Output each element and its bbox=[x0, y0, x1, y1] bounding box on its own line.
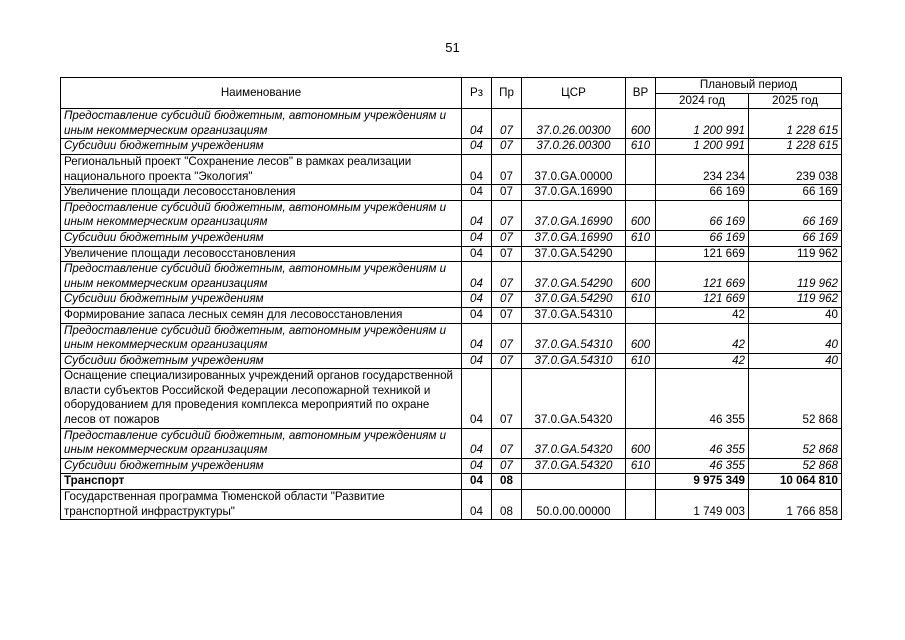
cell-name: Субсидии бюджетным учреждениям bbox=[61, 292, 462, 308]
header-vr: ВР bbox=[626, 78, 656, 109]
cell-pr: 07 bbox=[492, 458, 522, 474]
header-year-2025: 2025 год bbox=[749, 93, 842, 109]
cell-2024: 121 669 bbox=[656, 292, 749, 308]
table-row bbox=[61, 369, 842, 428]
cell-2024: 42 bbox=[656, 353, 749, 369]
cell-2025: 10 064 810 bbox=[749, 474, 842, 490]
cell-name: Предоставление субсидий бюджетным, автономным учреждениям и иным некоммерческим организациям bbox=[61, 262, 462, 292]
cell-pr: 07 bbox=[492, 369, 522, 428]
table-row bbox=[61, 154, 842, 184]
cell-rz: 04 bbox=[462, 230, 492, 246]
cell-2024: 46 355 bbox=[656, 458, 749, 474]
cell-pr: 07 bbox=[492, 185, 522, 201]
page-number: 51 bbox=[445, 40, 460, 55]
cell-rz: 04 bbox=[462, 353, 492, 369]
cell-csr: 37.0.GA.00000 bbox=[522, 154, 626, 184]
cell-2025: 1 766 858 bbox=[749, 490, 842, 520]
table-row bbox=[61, 474, 842, 490]
cell-pr: 07 bbox=[492, 246, 522, 262]
budget-table bbox=[60, 77, 842, 520]
cell-name: Транспорт bbox=[61, 474, 462, 490]
cell-name: Увеличение площади лесовосстановления bbox=[61, 185, 462, 201]
cell-pr: 07 bbox=[492, 109, 522, 139]
header-csr: ЦСР bbox=[522, 78, 626, 109]
cell-2025: 66 169 bbox=[749, 230, 842, 246]
cell-2024: 42 bbox=[656, 307, 749, 323]
cell-vr bbox=[626, 474, 656, 490]
cell-rz: 04 bbox=[462, 139, 492, 155]
cell-pr: 07 bbox=[492, 292, 522, 308]
cell-2024: 121 669 bbox=[656, 262, 749, 292]
cell-vr bbox=[626, 154, 656, 184]
cell-vr: 600 bbox=[626, 200, 656, 230]
cell-csr: 37.0.26.00300 bbox=[522, 109, 626, 139]
cell-rz: 04 bbox=[462, 262, 492, 292]
table-row bbox=[61, 323, 842, 353]
cell-name: Субсидии бюджетным учреждениям bbox=[61, 458, 462, 474]
cell-rz: 04 bbox=[462, 458, 492, 474]
cell-rz: 04 bbox=[462, 428, 492, 458]
cell-rz: 04 bbox=[462, 292, 492, 308]
cell-name: Субсидии бюджетным учреждениям bbox=[61, 230, 462, 246]
table-row bbox=[61, 200, 842, 230]
cell-2024: 66 169 bbox=[656, 200, 749, 230]
header-year-2024: 2024 год bbox=[656, 93, 749, 109]
cell-name: Предоставление субсидий бюджетным, автономным учреждениям и иным некоммерческим организациям bbox=[61, 428, 462, 458]
cell-2024: 9 975 349 bbox=[656, 474, 749, 490]
cell-rz: 04 bbox=[462, 185, 492, 201]
cell-2025: 40 bbox=[749, 353, 842, 369]
cell-pr: 07 bbox=[492, 139, 522, 155]
cell-vr: 610 bbox=[626, 230, 656, 246]
cell-name: Предоставление субсидий бюджетным, автономным учреждениям и иным некоммерческим организациям bbox=[61, 200, 462, 230]
cell-vr: 600 bbox=[626, 262, 656, 292]
cell-name: Формирование запаса лесных семян для лесовосстановления bbox=[61, 307, 462, 323]
cell-name: Субсидии бюджетным учреждениям bbox=[61, 139, 462, 155]
cell-csr: 37.0.GA.54310 bbox=[522, 353, 626, 369]
cell-name: Оснащение специализированных учреждений органов государственной власти субъектов Российской Федерации лесопожарной техникой и оборудованием для проведения комплекса мероприятий по охране лесов от пожаров bbox=[61, 369, 462, 428]
cell-vr: 610 bbox=[626, 139, 656, 155]
table-header bbox=[61, 78, 842, 109]
cell-pr: 07 bbox=[492, 200, 522, 230]
cell-name: Увеличение площади лесовосстановления bbox=[61, 246, 462, 262]
cell-vr: 600 bbox=[626, 428, 656, 458]
cell-2024: 46 355 bbox=[656, 428, 749, 458]
cell-vr: 600 bbox=[626, 109, 656, 139]
cell-rz: 04 bbox=[462, 246, 492, 262]
cell-vr bbox=[626, 246, 656, 262]
cell-csr: 50.0.00.00000 bbox=[522, 490, 626, 520]
cell-csr: 37.0.GA.54310 bbox=[522, 323, 626, 353]
cell-2024: 234 234 bbox=[656, 154, 749, 184]
table-row bbox=[61, 262, 842, 292]
cell-2024: 1 200 991 bbox=[656, 139, 749, 155]
cell-pr: 07 bbox=[492, 262, 522, 292]
cell-csr: 37.0.GA.16990 bbox=[522, 230, 626, 246]
cell-2024: 1 200 991 bbox=[656, 109, 749, 139]
cell-csr: 37.0.26.00300 bbox=[522, 139, 626, 155]
cell-vr bbox=[626, 185, 656, 201]
cell-csr: 37.0.GA.54290 bbox=[522, 292, 626, 308]
table-row bbox=[61, 109, 842, 139]
cell-vr bbox=[626, 369, 656, 428]
cell-csr: 37.0.GA.54320 bbox=[522, 428, 626, 458]
cell-name: Предоставление субсидий бюджетным, автономным учреждениям и иным некоммерческим организациям bbox=[61, 323, 462, 353]
cell-rz: 04 bbox=[462, 109, 492, 139]
cell-pr: 07 bbox=[492, 307, 522, 323]
cell-csr: 37.0.GA.54310 bbox=[522, 307, 626, 323]
cell-vr bbox=[626, 490, 656, 520]
cell-csr bbox=[522, 474, 626, 490]
cell-pr: 07 bbox=[492, 353, 522, 369]
cell-2025: 52 868 bbox=[749, 428, 842, 458]
cell-2025: 119 962 bbox=[749, 262, 842, 292]
cell-rz: 04 bbox=[462, 323, 492, 353]
cell-2025: 239 038 bbox=[749, 154, 842, 184]
table-body bbox=[61, 109, 842, 520]
cell-name: Субсидии бюджетным учреждениям bbox=[61, 353, 462, 369]
cell-2024: 46 355 bbox=[656, 369, 749, 428]
cell-2025: 52 868 bbox=[749, 458, 842, 474]
table-row bbox=[61, 353, 842, 369]
table-row bbox=[61, 292, 842, 308]
cell-2025: 1 228 615 bbox=[749, 139, 842, 155]
table-row bbox=[61, 490, 842, 520]
cell-csr: 37.0.GA.54290 bbox=[522, 262, 626, 292]
header-name: Наименование bbox=[61, 78, 462, 109]
header-pr: Пр bbox=[492, 78, 522, 109]
table-row bbox=[61, 307, 842, 323]
cell-vr bbox=[626, 307, 656, 323]
table-row bbox=[61, 246, 842, 262]
table-row bbox=[61, 230, 842, 246]
cell-vr: 610 bbox=[626, 292, 656, 308]
cell-pr: 07 bbox=[492, 154, 522, 184]
header-planned-period: Плановый период bbox=[656, 78, 842, 94]
cell-vr: 610 bbox=[626, 353, 656, 369]
cell-name: Государственная программа Тюменской области "Развитие транспортной инфраструктуры" bbox=[61, 490, 462, 520]
cell-2025: 1 228 615 bbox=[749, 109, 842, 139]
cell-csr: 37.0.GA.16990 bbox=[522, 185, 626, 201]
cell-name: Предоставление субсидий бюджетным, автономным учреждениям и иным некоммерческим организациям bbox=[61, 109, 462, 139]
cell-pr: 07 bbox=[492, 323, 522, 353]
cell-csr: 37.0.GA.54320 bbox=[522, 369, 626, 428]
cell-pr: 07 bbox=[492, 230, 522, 246]
cell-rz: 04 bbox=[462, 154, 492, 184]
cell-2024: 121 669 bbox=[656, 246, 749, 262]
cell-2025: 66 169 bbox=[749, 185, 842, 201]
cell-rz: 04 bbox=[462, 490, 492, 520]
cell-2024: 1 749 003 bbox=[656, 490, 749, 520]
cell-vr: 610 bbox=[626, 458, 656, 474]
cell-2025: 66 169 bbox=[749, 200, 842, 230]
cell-pr: 08 bbox=[492, 474, 522, 490]
cell-rz: 04 bbox=[462, 307, 492, 323]
cell-rz: 04 bbox=[462, 200, 492, 230]
table-row bbox=[61, 185, 842, 201]
cell-rz: 04 bbox=[462, 474, 492, 490]
cell-pr: 08 bbox=[492, 490, 522, 520]
header-rz: Рз bbox=[462, 78, 492, 109]
cell-csr: 37.0.GA.54320 bbox=[522, 458, 626, 474]
cell-2025: 40 bbox=[749, 307, 842, 323]
cell-rz: 04 bbox=[462, 369, 492, 428]
cell-2025: 52 868 bbox=[749, 369, 842, 428]
cell-name: Региональный проект "Сохранение лесов" в рамках реализации национального проекта "Экология" bbox=[61, 154, 462, 184]
cell-csr: 37.0.GA.54290 bbox=[522, 246, 626, 262]
cell-2025: 119 962 bbox=[749, 246, 842, 262]
table-row bbox=[61, 139, 842, 155]
cell-pr: 07 bbox=[492, 428, 522, 458]
table-row bbox=[61, 458, 842, 474]
cell-vr: 600 bbox=[626, 323, 656, 353]
cell-2025: 40 bbox=[749, 323, 842, 353]
cell-2024: 66 169 bbox=[656, 185, 749, 201]
cell-2025: 119 962 bbox=[749, 292, 842, 308]
cell-2024: 66 169 bbox=[656, 230, 749, 246]
cell-csr: 37.0.GA.16990 bbox=[522, 200, 626, 230]
table-row bbox=[61, 428, 842, 458]
cell-2024: 42 bbox=[656, 323, 749, 353]
